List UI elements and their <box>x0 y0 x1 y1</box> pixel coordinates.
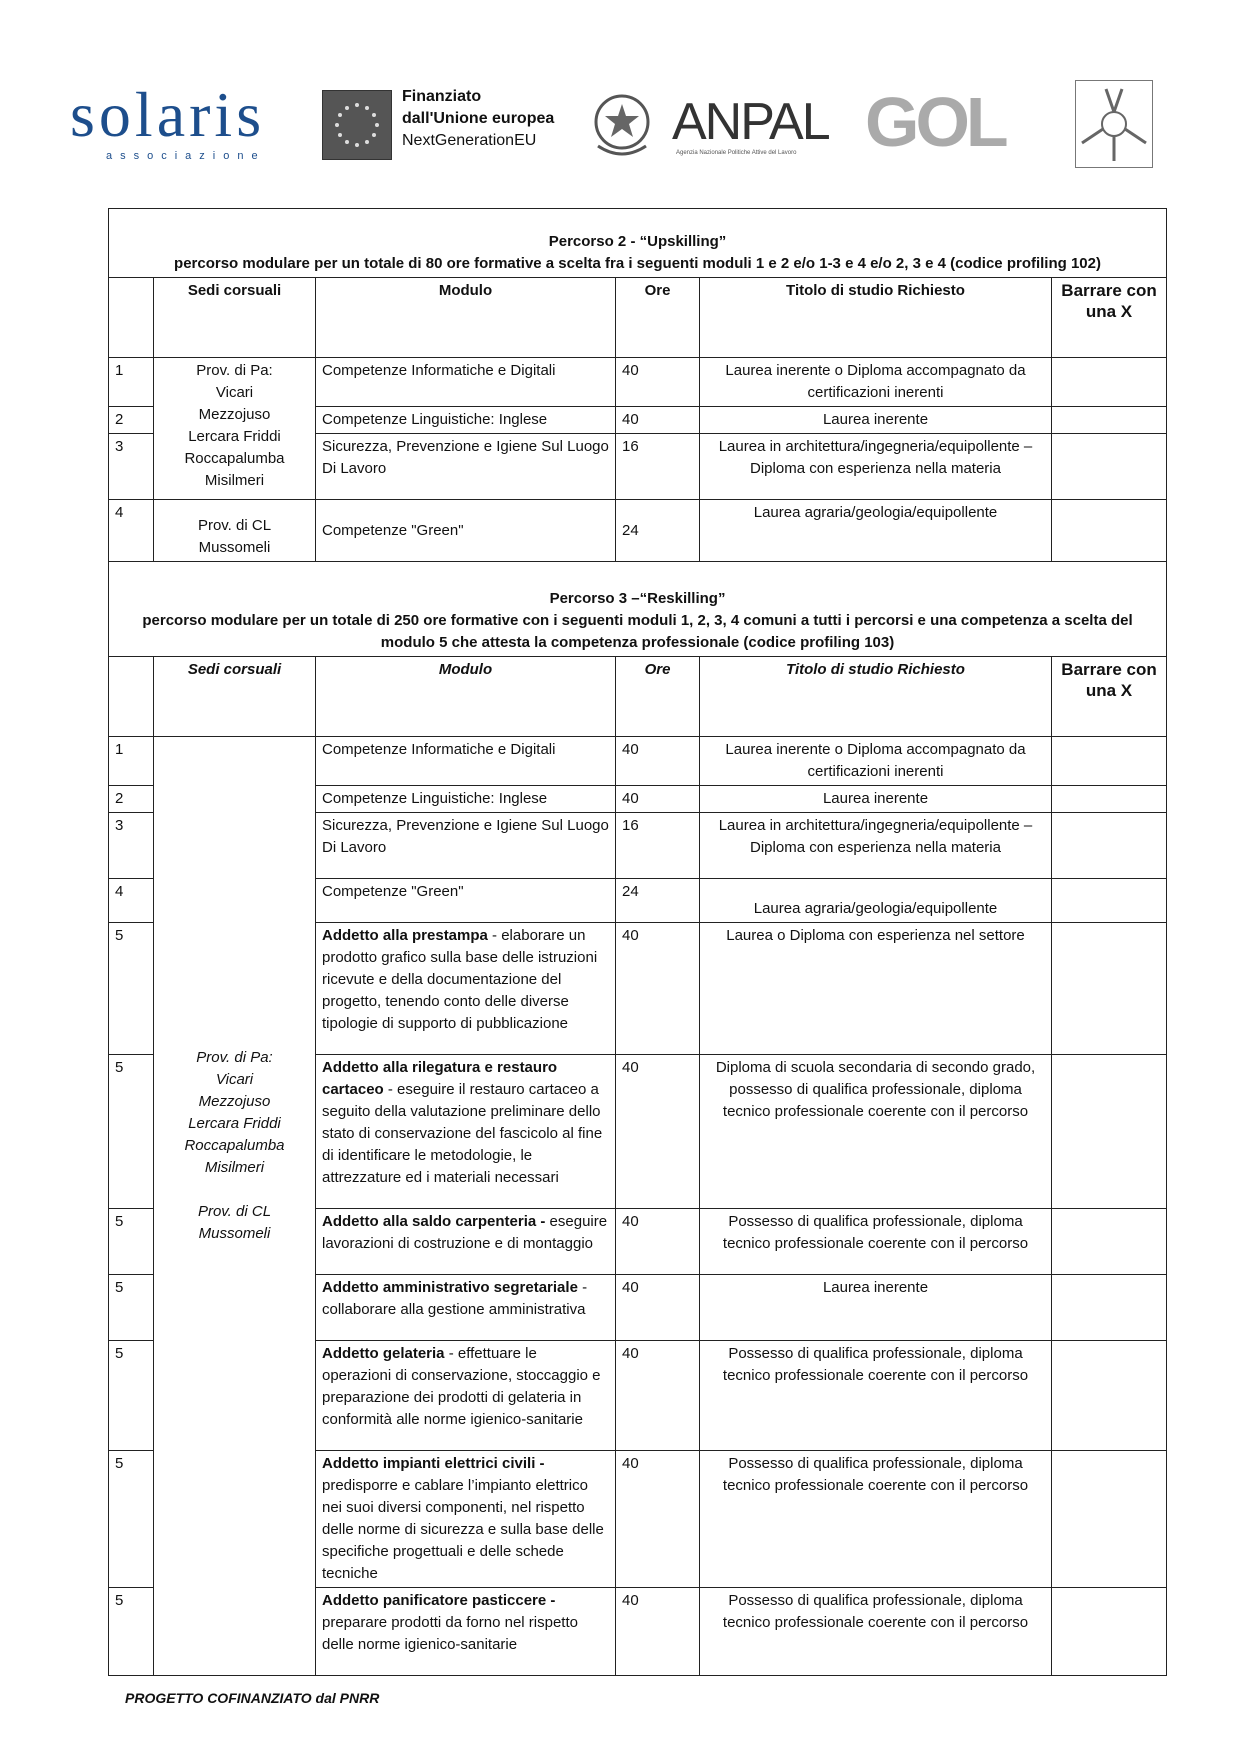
titolo-cell: Possesso di qualifica professionale, diploma tecnico professionale coerente con il percorso <box>700 1588 1052 1676</box>
ore-cell: 16 <box>616 434 700 500</box>
col-ore-header: Ore <box>616 657 700 737</box>
table-row <box>109 500 1167 562</box>
percorso-2-title-row <box>109 209 1167 278</box>
modulo-bold: Addetto alla saldo carpenteria - <box>322 1213 546 1230</box>
modulo-desc: eseguire lavorazioni di costruzione e di montaggio <box>322 1213 608 1252</box>
titolo-cell: Laurea inerente <box>700 786 1052 813</box>
barrare-checkbox-cell[interactable] <box>1052 813 1167 879</box>
sede-line: Lercara Friddi <box>188 1115 281 1132</box>
modulo-bold: Addetto amministrativo segretariale <box>322 1279 578 1296</box>
titolo-cell: Laurea inerente o Diploma accompagnato da certificazioni inerenti <box>700 358 1052 407</box>
col-sedi-header: Sedi corsuali <box>154 657 316 737</box>
anpal-subtitle: Agenzia Nazionale Politiche Attive del Lavoro <box>676 150 797 156</box>
solaris-wordmark: solaris <box>70 79 266 150</box>
modulo-cell <box>316 923 616 1055</box>
row-number: 5 <box>109 923 154 1055</box>
modulo-cell: Competenze "Green" <box>316 879 616 923</box>
col-barrare-header: Barrare con una X <box>1052 278 1167 358</box>
modulo-cell <box>316 1588 616 1676</box>
barrare-checkbox-cell[interactable] <box>1052 879 1167 923</box>
col-titolo-header: Titolo di studio Richiesto <box>700 657 1052 737</box>
logo-bar <box>70 70 1180 180</box>
titolo-cell: Possesso di qualifica professionale, diploma tecnico professionale coerente con il percorso <box>700 1341 1052 1451</box>
col-barrare-header: Barrare con una X <box>1052 657 1167 737</box>
row-number: 5 <box>109 1055 154 1209</box>
modulo-cell <box>316 1275 616 1341</box>
modulo-desc: - collaborare alla gestione amministrativa <box>322 1279 588 1318</box>
row-number: 2 <box>109 786 154 813</box>
anpal-logo <box>672 86 842 166</box>
titolo-cell: Laurea agraria/geologia/equipollente <box>700 500 1052 562</box>
table-row <box>109 358 1167 407</box>
sedi-cell <box>154 358 316 500</box>
ore-cell: 40 <box>616 1341 700 1451</box>
sede-line: Mezzojuso <box>198 406 271 423</box>
italian-republic-emblem-icon <box>590 86 654 162</box>
sede-line: Prov. di CL <box>197 1203 272 1220</box>
row-number: 5 <box>109 1588 154 1676</box>
modulo-bold: Addetto panificatore pasticcere - <box>322 1592 556 1609</box>
titolo-cell: Laurea inerente <box>700 1275 1052 1341</box>
barrare-checkbox-cell[interactable] <box>1052 923 1167 1055</box>
modulo-cell: Competenze Informatiche e Digitali <box>316 737 616 786</box>
sede-line: Lercara Friddi <box>188 428 281 445</box>
eu-line-1: Finanziato <box>402 88 482 105</box>
ore-cell: 40 <box>616 737 700 786</box>
ore-cell: 40 <box>616 1275 700 1341</box>
row-number: 4 <box>109 500 154 562</box>
barrare-checkbox-cell[interactable] <box>1052 737 1167 786</box>
row-number: 1 <box>109 358 154 407</box>
titolo-cell: Laurea o Diploma con esperienza nel settore <box>700 923 1052 1055</box>
row-number: 4 <box>109 879 154 923</box>
ore-cell: 40 <box>616 1451 700 1588</box>
modulo-cell <box>316 1451 616 1588</box>
titolo-cell: Possesso di qualifica professionale, diploma tecnico professionale coerente con il percorso <box>700 1451 1052 1588</box>
barrare-checkbox-cell[interactable] <box>1052 1451 1167 1588</box>
modulo-cell: Competenze Linguistiche: Inglese <box>316 407 616 434</box>
eu-flag-icon <box>322 90 392 160</box>
modulo-cell <box>316 1341 616 1451</box>
ore-cell: 40 <box>616 786 700 813</box>
anpal-wordmark: ANPAL <box>672 93 829 151</box>
row-number: 2 <box>109 407 154 434</box>
ore-cell: 24 <box>616 500 700 562</box>
sede-line: Mussomeli <box>198 1225 271 1242</box>
row-number: 5 <box>109 1275 154 1341</box>
sicily-region-emblem-icon <box>1075 80 1153 168</box>
percorso-2-header-row <box>109 278 1167 358</box>
modulo-desc: - eseguire il restauro cartaceo a seguito della valutazione preliminare dello stato di conservazione del fascicolo al fine di identificare le metodologie, le attrezzature ed i materiali necessari <box>322 1081 603 1186</box>
modulo-desc: - elaborare un prodotto grafico sulla base delle istruzioni ricevute e della documentazione del progetto, tenendo conto delle diverse tipologie di supporto di pubblicazione <box>322 927 598 1032</box>
col-modulo-header: Modulo <box>316 278 616 358</box>
ore-cell: 40 <box>616 358 700 407</box>
sede-line: Roccapalumba <box>184 450 285 467</box>
modulo-cell <box>316 1055 616 1209</box>
percorso-3-subtitle: percorso modulare per un totale di 250 ore formative con i seguenti moduli 1, 2, 3, 4 comuni a tutti i percorsi e una competenza a scelta del modulo 5 che attesta la competenza professionale (codice profiling 103) <box>142 612 1133 651</box>
barrare-checkbox-cell[interactable] <box>1052 407 1167 434</box>
ore-cell: 24 <box>616 879 700 923</box>
barrare-checkbox-cell[interactable] <box>1052 1209 1167 1275</box>
modulo-bold: Addetto alla rilegatura e restauro cartaceo <box>322 1059 558 1098</box>
sede-line: Vicari <box>215 384 254 401</box>
modulo-cell: Competenze "Green" <box>316 500 616 562</box>
sedi-cell <box>154 737 316 1676</box>
sede-line: Prov. di CL <box>197 517 272 534</box>
sede-line: Vicari <box>215 1071 254 1088</box>
barrare-checkbox-cell[interactable] <box>1052 1341 1167 1451</box>
percorso-3-header-row <box>109 657 1167 737</box>
ore-cell: 16 <box>616 813 700 879</box>
ore-cell: 40 <box>616 923 700 1055</box>
percorso-3-title-row <box>109 562 1167 657</box>
row-number: 5 <box>109 1209 154 1275</box>
sede-line: Misilmeri <box>204 472 265 489</box>
titolo-cell: Laurea inerente <box>700 407 1052 434</box>
table-row <box>109 737 1167 786</box>
modulo-bold: Addetto impianti elettrici civili - <box>322 1455 545 1472</box>
modulo-cell: Sicurezza, Prevenzione e Igiene Sul Luogo Di Lavoro <box>316 813 616 879</box>
percorso-2-title: Percorso 2 - “Upskilling” <box>548 233 727 250</box>
gol-logo: GOL <box>865 83 1005 161</box>
barrare-checkbox-cell[interactable] <box>1052 786 1167 813</box>
percorso-3-title: Percorso 3 –“Reskilling” <box>549 590 726 607</box>
barrare-checkbox-cell[interactable] <box>1052 358 1167 407</box>
sede-line: Mezzojuso <box>198 1093 271 1110</box>
eu-line-3: NextGenerationEU <box>402 132 537 149</box>
ore-cell: 40 <box>616 1588 700 1676</box>
row-number: 1 <box>109 737 154 786</box>
titolo-cell: Laurea in architettura/ingegneria/equipollente – Diploma con esperienza nella materia <box>700 434 1052 500</box>
barrare-checkbox-cell[interactable] <box>1052 434 1167 500</box>
barrare-checkbox-cell[interactable] <box>1052 500 1167 562</box>
sede-line: Prov. di Pa: <box>196 362 273 379</box>
solaris-logo <box>70 78 310 168</box>
col-number-header <box>109 657 154 737</box>
sede-line: Misilmeri <box>204 1159 265 1176</box>
modulo-bold: Addetto gelateria <box>322 1345 445 1362</box>
ore-cell: 40 <box>616 407 700 434</box>
percorso-2-subtitle: percorso modulare per un totale di 80 ore formative a scelta fra i seguenti moduli 1 e 2 e/o 1-3 e 4 e/o 2, 3 e 4 (codice profiling 102) <box>174 255 1101 272</box>
row-number: 5 <box>109 1341 154 1451</box>
titolo-cell: Laurea agraria/geologia/equipollente <box>700 879 1052 923</box>
row-number: 5 <box>109 1451 154 1588</box>
titolo-cell: Laurea in architettura/ingegneria/equipollente – Diploma con esperienza nella materia <box>700 813 1052 879</box>
row-number: 3 <box>109 813 154 879</box>
titolo-cell: Diploma di scuola secondaria di secondo grado, possesso di qualifica professionale, diploma tecnico professionale coerente con il percorso <box>700 1055 1052 1209</box>
col-titolo-header: Titolo di studio Richiesto <box>700 278 1052 358</box>
sede-line: Prov. di Pa: <box>196 1049 273 1066</box>
modulo-desc: preparare prodotti da forno nel rispetto delle norme igienico-sanitarie <box>322 1614 578 1653</box>
ore-cell: 40 <box>616 1209 700 1275</box>
footer-note: PROGETTO COFINANZIATO dal PNRR <box>125 1690 380 1706</box>
solaris-subtitle: associazione <box>106 150 266 162</box>
eu-funding-text <box>402 86 554 152</box>
modulo-cell <box>316 1209 616 1275</box>
modulo-desc: predisporre e cablare l’impianto elettrico nei suoi diversi componenti, nel rispetto delle norme di sicurezza e sulla base delle specifiche progettuali e delle schede tecniche <box>322 1477 604 1582</box>
modulo-cell: Sicurezza, Prevenzione e Igiene Sul Luogo Di Lavoro <box>316 434 616 500</box>
col-number-header <box>109 278 154 358</box>
titolo-cell: Laurea inerente o Diploma accompagnato da certificazioni inerenti <box>700 737 1052 786</box>
col-ore-header: Ore <box>616 278 700 358</box>
col-modulo-header: Modulo <box>316 657 616 737</box>
eu-line-2: dall'Unione europea <box>402 110 555 127</box>
percorso-2-table <box>108 208 1167 1676</box>
titolo-cell: Possesso di qualifica professionale, diploma tecnico professionale coerente con il percorso <box>700 1209 1052 1275</box>
sede-line: Roccapalumba <box>184 1137 285 1154</box>
modulo-cell: Competenze Linguistiche: Inglese <box>316 786 616 813</box>
modulo-cell: Competenze Informatiche e Digitali <box>316 358 616 407</box>
modulo-desc: - effettuare le operazioni di conservazione, stoccaggio e preparazione dei prodotti di gelateria in conformità alle norme igienico-sanitarie <box>322 1345 601 1428</box>
ore-cell: 40 <box>616 1055 700 1209</box>
sedi-cell <box>154 500 316 562</box>
barrare-checkbox-cell[interactable] <box>1052 1275 1167 1341</box>
row-number: 3 <box>109 434 154 500</box>
col-sedi-header: Sedi corsuali <box>154 278 316 358</box>
sede-line: Mussomeli <box>198 539 271 556</box>
modulo-bold: Addetto alla prestampa <box>322 927 488 944</box>
barrare-checkbox-cell[interactable] <box>1052 1055 1167 1209</box>
barrare-checkbox-cell[interactable] <box>1052 1588 1167 1676</box>
